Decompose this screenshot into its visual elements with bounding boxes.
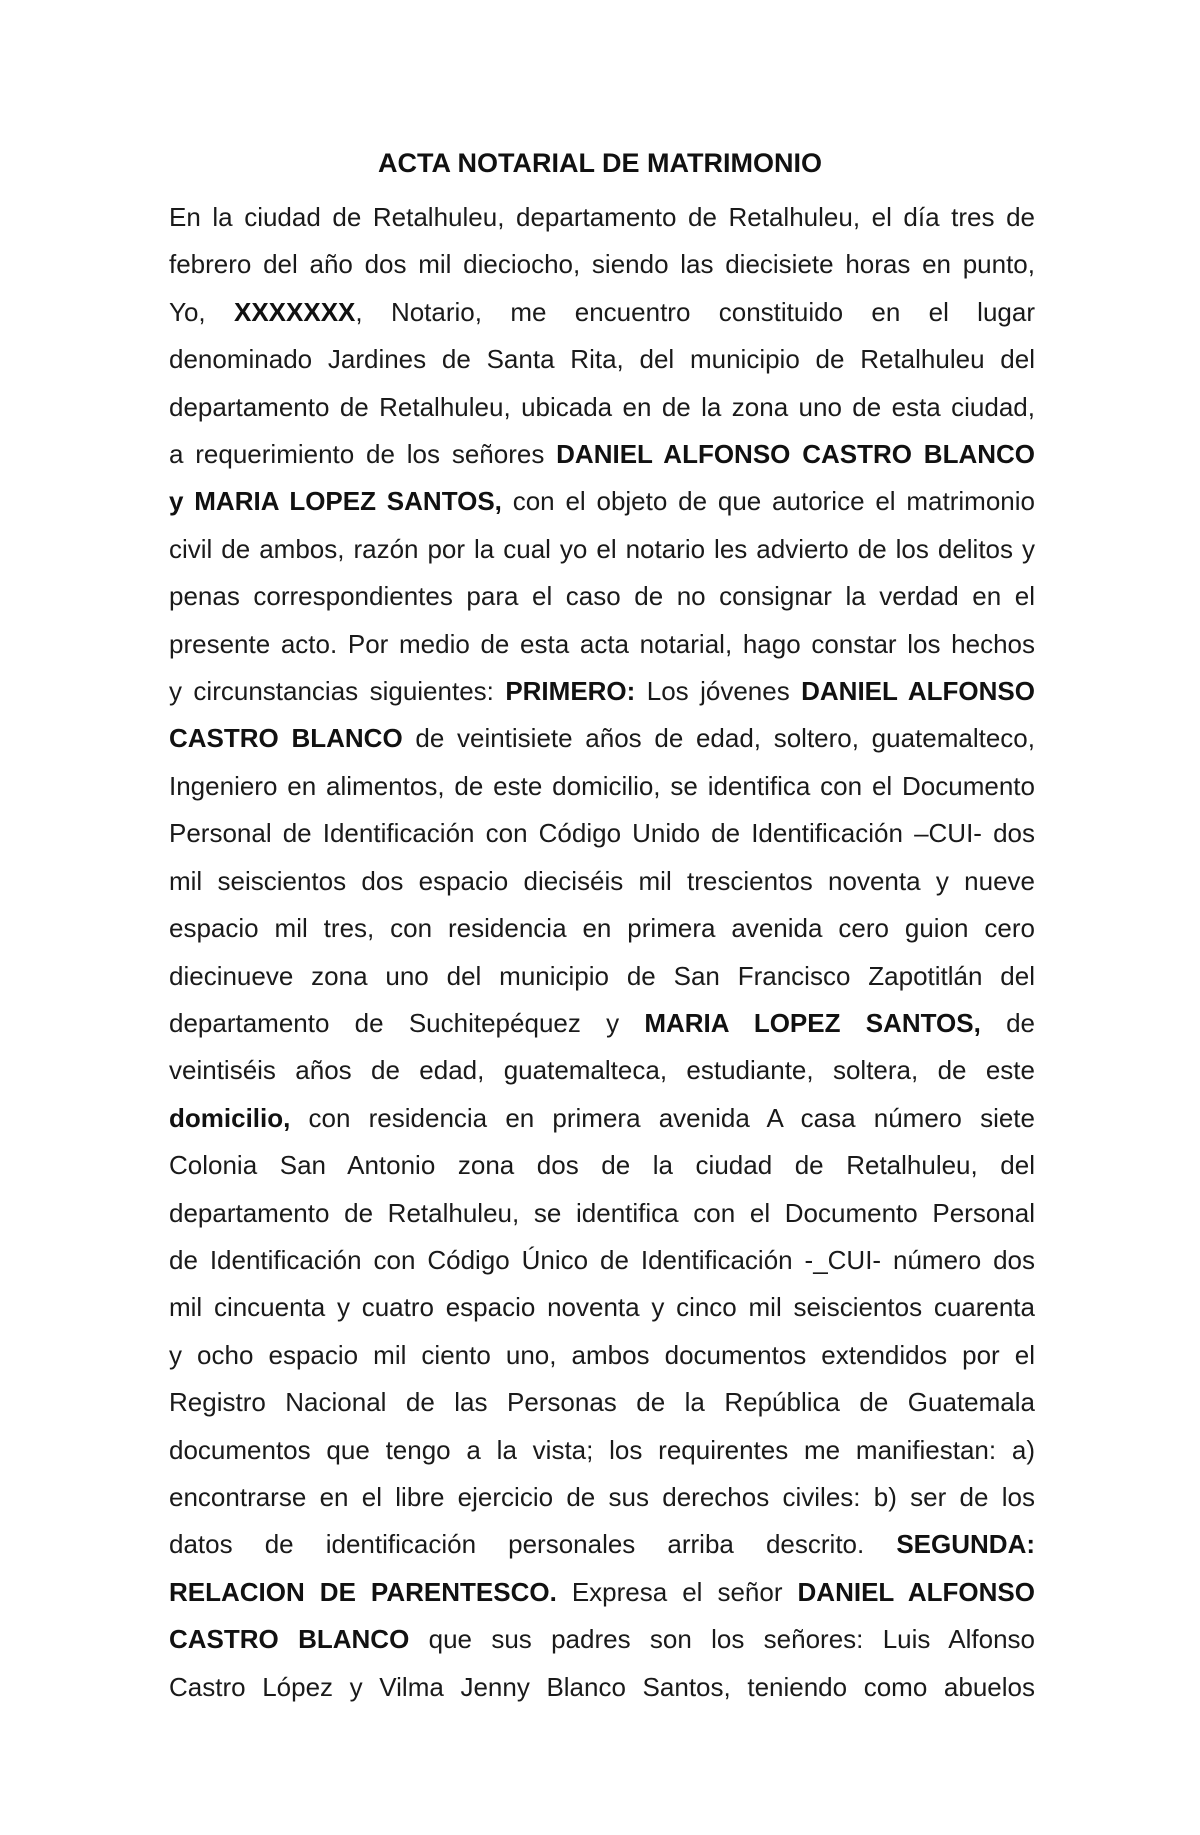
text-segment: mil cincuenta y cuatro espacio noventa y cinco mil seiscientos cuarenta	[169, 1292, 1035, 1323]
text-segment: departamento de Retalhuleu, se identifica con el Documento Personal	[169, 1197, 1035, 1228]
text-line	[169, 1569, 1035, 1616]
document-body	[169, 194, 1035, 1711]
text-line	[169, 1379, 1035, 1426]
text-line	[169, 1047, 1035, 1094]
text-line	[169, 1332, 1035, 1379]
text-line	[169, 905, 1035, 952]
text-segment: y circunstancias siguientes:	[169, 676, 506, 707]
text-segment: mil seiscientos dos espacio dieciséis mil trescientos noventa y nueve	[169, 865, 1035, 896]
bold-text-segment: RELACION DE PARENTESCO.	[169, 1576, 557, 1607]
text-line	[169, 431, 1035, 478]
text-line	[169, 1000, 1035, 1047]
text-segment: Registro Nacional de las Personas de la República de Guatemala	[169, 1387, 1035, 1418]
text-segment: veintiséis años de edad, guatemalteca, estudiante, soltera, de este	[169, 1055, 1035, 1086]
bold-text-segment: PRIMERO:	[505, 676, 636, 707]
document-title: ACTA NOTARIAL DE MATRIMONIO	[378, 148, 822, 178]
bold-text-segment: CASTRO BLANCO	[169, 1624, 410, 1655]
text-line	[169, 1664, 1035, 1711]
text-segment: Castro López y Vilma Jenny Blanco Santos, teniendo como abuelos	[169, 1671, 1035, 1702]
text-line	[169, 763, 1035, 810]
text-line	[169, 526, 1035, 573]
text-line	[169, 621, 1035, 668]
text-segment: espacio mil tres, con residencia en primera avenida cero guion cero	[169, 913, 1035, 944]
text-line	[169, 336, 1035, 383]
text-line	[169, 1521, 1035, 1568]
text-segment: de	[980, 1007, 1036, 1038]
text-line	[169, 289, 1035, 336]
bold-text-segment: CASTRO BLANCO	[169, 723, 403, 754]
text-segment: Los jóvenes	[635, 676, 802, 707]
text-segment: civil de ambos, razón por la cual yo el notario les advierto de los delitos y	[169, 533, 1035, 564]
text-line	[169, 1616, 1035, 1663]
text-segment: departamento de Suchitepéquez y	[169, 1007, 645, 1038]
text-line	[169, 1190, 1035, 1237]
text-line	[169, 1427, 1035, 1474]
text-line	[169, 1095, 1035, 1142]
text-segment: diecinueve zona uno del municipio de San Francisco Zapotitlán del	[169, 960, 1035, 991]
text-line	[169, 241, 1035, 288]
text-segment: Ingeniero en alimentos, de este domicilio, se identifica con el Documento	[169, 770, 1035, 801]
text-line	[169, 573, 1035, 620]
text-segment: y ocho espacio mil ciento uno, ambos documentos extendidos por el	[169, 1339, 1035, 1370]
text-segment: Colonia San Antonio zona dos de la ciudad de Retalhuleu, del	[169, 1150, 1035, 1181]
text-segment: a requerimiento de los señores	[169, 439, 557, 470]
text-segment: encontrarse en el libre ejercicio de sus derechos civiles: b) ser de los	[169, 1481, 1035, 1512]
bold-text-segment: XXXXXXX	[233, 296, 356, 327]
text-line	[169, 810, 1035, 857]
text-line	[169, 1284, 1035, 1331]
text-line	[169, 715, 1035, 762]
text-segment: presente acto. Por medio de esta acta notarial, hago constar los hechos	[169, 628, 1035, 659]
text-segment: de Identificación con Código Único de Identificación -_CUI- número dos	[169, 1244, 1035, 1275]
text-line	[169, 478, 1035, 525]
bold-text-segment: y MARIA LOPEZ SANTOS,	[169, 486, 502, 517]
text-segment: con el objeto de que autorice el matrimonio	[501, 486, 1035, 517]
bold-text-segment: domicilio,	[169, 1102, 291, 1133]
text-segment: , Notario, me encuentro constituido en el lugar	[355, 296, 1035, 327]
text-segment: departamento de Retalhuleu, ubicada en de la zona uno de esta ciudad,	[169, 391, 1035, 422]
text-segment: Expresa el señor	[556, 1576, 798, 1607]
bold-text-segment: MARIA LOPEZ SANTOS,	[644, 1007, 981, 1038]
text-line	[169, 858, 1035, 905]
text-segment: Personal de Identificación con Código Unido de Identificación –CUI- dos	[169, 818, 1035, 849]
bold-text-segment: DANIEL ALFONSO	[797, 1576, 1035, 1607]
text-line	[169, 384, 1035, 431]
text-line	[169, 1474, 1035, 1521]
bold-text-segment: DANIEL ALFONSO CASTRO BLANCO	[556, 439, 1036, 470]
text-segment: denominado Jardines de Santa Rita, del municipio de Retalhuleu del	[169, 344, 1035, 375]
text-line	[169, 1142, 1035, 1189]
text-segment: con residencia en primera avenida A casa número siete	[290, 1102, 1035, 1133]
text-segment: que sus padres son los señores: Luis Alfonso	[409, 1624, 1035, 1655]
text-segment: penas correspondientes para el caso de no consignar la verdad en el	[169, 581, 1035, 612]
text-line	[169, 194, 1035, 241]
text-line	[169, 953, 1035, 1000]
text-segment: En la ciudad de Retalhuleu, departamento de Retalhuleu, el día tres de	[169, 202, 1035, 232]
text-line	[169, 1237, 1035, 1284]
text-segment: febrero del año dos mil dieciocho, siendo las diecisiete horas en punto,	[169, 249, 1035, 280]
bold-text-segment: DANIEL ALFONSO	[801, 676, 1035, 707]
text-line	[169, 668, 1035, 715]
text-segment: documentos que tengo a la vista; los requirentes me manifiestan: a)	[169, 1434, 1035, 1465]
text-segment: de veintisiete años de edad, soltero, guatemalteco,	[402, 723, 1035, 754]
text-segment: datos de identificación personales arriba descrito.	[169, 1529, 897, 1560]
text-segment: Yo,	[169, 296, 234, 327]
bold-text-segment: SEGUNDA:	[896, 1529, 1035, 1560]
